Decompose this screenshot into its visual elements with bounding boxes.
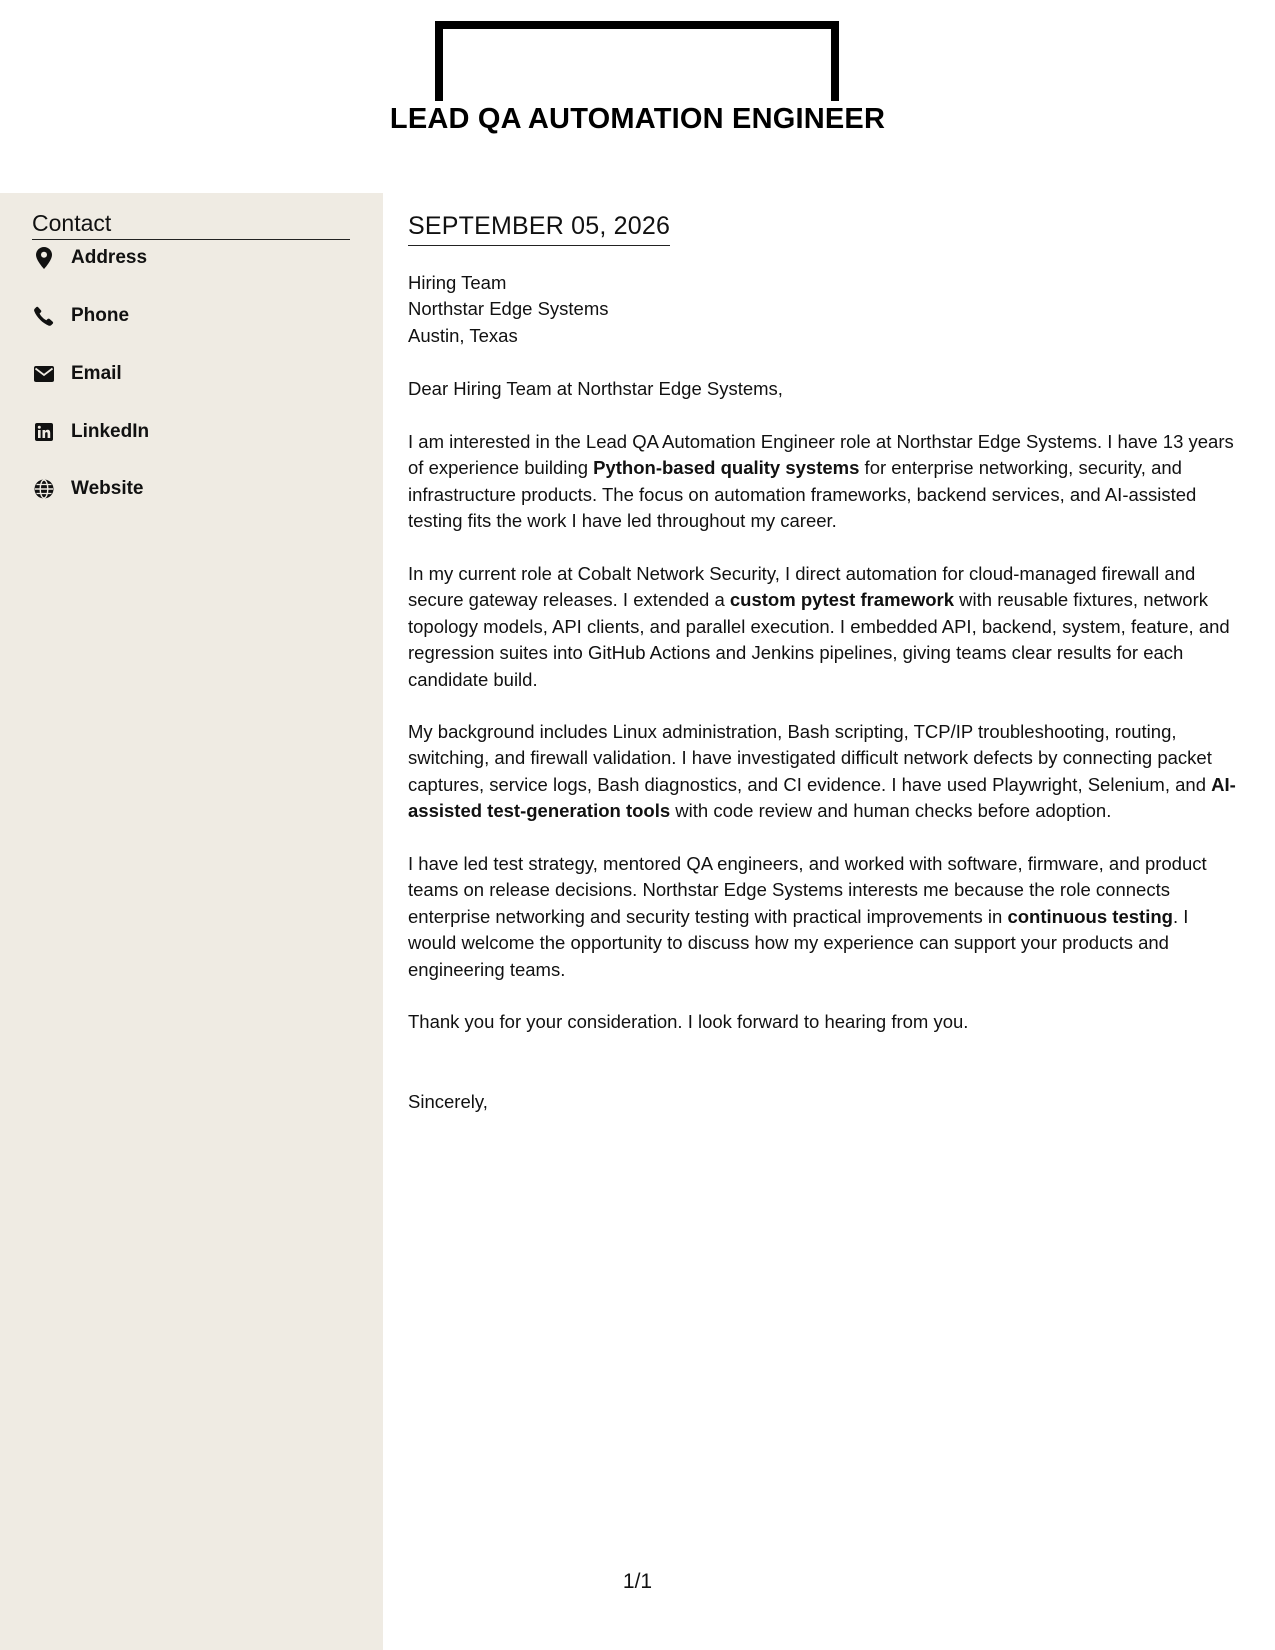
header-decorative-bracket xyxy=(435,21,839,101)
paragraph-text: My background includes Linux administration, Bash scripting, TCP/IP troubleshooting, routing, switching, and firewall validation. I have investigated difficult network defects by connecting packet captures, service logs, Bash diagnostics, and CI evidence. I have used Playwright, Selenium, and xyxy=(408,721,1212,795)
body-paragraph xyxy=(408,561,1240,693)
closing: Sincerely, xyxy=(408,1091,488,1112)
map-pin-icon xyxy=(32,246,56,270)
salutation: Dear Hiring Team at Northstar Edge Systems, xyxy=(408,378,783,399)
paragraph-bold-text: AI-assisted test-generation tools xyxy=(408,773,1236,822)
contact-label-address: Address xyxy=(71,247,148,268)
paragraph-text: I am interested in the Lead QA Automation Engineer role at Northstar Edge Systems. I have 13 years of experience building xyxy=(408,431,1234,479)
paragraph-text: with reusable fixtures, network topology models, API clients, and parallel execution. I embedded API, backend, system, feature, and regression suites into GitHub Actions and Jenkins pipelines, giving teams clear results for each candidate build. xyxy=(408,589,1230,690)
body-paragraph xyxy=(408,1009,1240,1035)
page-number: 1/1 xyxy=(622,1570,653,1593)
paragraph-text: In my current role at Cobalt Network Security, I direct automation for cloud-managed firewall and secure gateway releases. I extended a xyxy=(408,563,1196,611)
job-title-text: LEAD QA AUTOMATION ENGINEER xyxy=(386,103,889,135)
contact-label-email: Email xyxy=(71,363,122,384)
envelope-icon xyxy=(32,362,56,386)
phone-icon xyxy=(32,304,56,328)
contact-item-phone[interactable] xyxy=(32,303,129,329)
contact-sidebar xyxy=(0,193,383,1650)
paragraph-text: with code review and human checks before adoption. xyxy=(670,800,1112,822)
contact-item-email[interactable] xyxy=(32,361,122,387)
recipient-line: Northstar Edge Systems xyxy=(408,298,609,320)
recipient-block xyxy=(408,270,609,349)
contact-label-website: Website xyxy=(71,478,144,499)
paragraph-text: . I would welcome the opportunity to discuss how my experience can support your products and engineering teams. xyxy=(408,905,1189,980)
contact-heading: Contact xyxy=(32,209,350,240)
contact-label-linkedin: LinkedIn xyxy=(71,421,150,442)
body-paragraph xyxy=(408,429,1240,535)
recipient-line: Austin, Texas xyxy=(408,324,518,346)
paragraph-bold-text: custom pytest framework xyxy=(729,589,955,611)
recipient-line: Hiring Team xyxy=(408,272,507,293)
contact-item-linkedin[interactable] xyxy=(32,419,149,445)
paragraph-text: for enterprise networking, security, and infrastructure products. The focus on automation frameworks, backend services, and AI-assisted testing fits the work I have led throughout my career. xyxy=(408,457,1197,532)
letter-date: SEPTEMBER 05, 2026 xyxy=(408,211,670,246)
linkedin-icon xyxy=(32,420,56,444)
contact-item-address[interactable] xyxy=(32,245,147,271)
paragraph-text: I have led test strategy, mentored QA engineers, and worked with software, firmware, and product teams on release decisions. Northstar Edge Systems interests me because the role connects enterprise networking and security testing with practical improvements in xyxy=(408,853,1207,927)
paragraph-text: Thank you for your consideration. I look forward to hearing from you. xyxy=(408,1011,969,1032)
paragraph-bold-text: continuous testing xyxy=(1007,905,1173,927)
job-title-heading xyxy=(0,102,1275,136)
paragraph-bold-text: Python-based quality systems xyxy=(593,457,860,479)
contact-label-phone: Phone xyxy=(71,305,130,326)
body-paragraph xyxy=(408,719,1240,825)
body-paragraph xyxy=(408,851,1240,983)
globe-icon xyxy=(32,477,56,501)
contact-item-website[interactable] xyxy=(32,476,144,502)
